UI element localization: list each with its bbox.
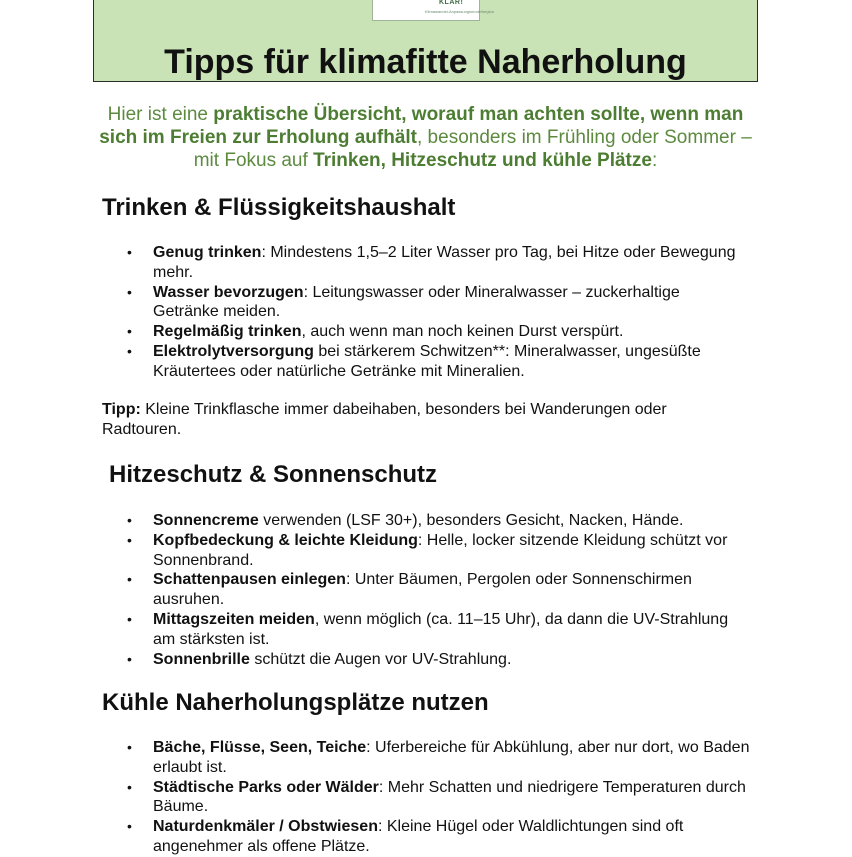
list-item: • Bäche, Flüsse, Seen, Teiche: Uferbereiche für Abkühlung, aber nur dort, wo Baden erlaubt ist. xyxy=(153,738,758,778)
logo xyxy=(372,0,494,21)
section-heading-trinken: Trinken & Flüssigkeitshaushalt xyxy=(102,194,456,221)
intro-text-1: Hier ist eine xyxy=(107,104,214,125)
page-title: Tipps für klimafitte Naherholung xyxy=(164,43,687,81)
logo-subtext: Klimawandel-Anpassungsmodellregion xyxy=(425,9,494,14)
intro-text-2: , besonders im Frühling oder Sommer – mit Fokus auf xyxy=(193,127,752,171)
list-item: • Genug trinken: Mindestens 1,5–2 Liter Wasser pro Tag, bei Hitze oder Bewegung mehr. xyxy=(153,243,743,283)
list-kuehl xyxy=(153,738,758,857)
list-item: • Städtische Parks oder Wälder: Mehr Schatten und niedrigere Temperaturen durch Bäume. xyxy=(153,778,758,818)
list-item: • Sonnencreme verwenden (LSF 30+), besonders Gesicht, Nacken, Hände. xyxy=(153,511,753,531)
list-item: • Sonnenbrille schützt die Augen vor UV-Strahlung. xyxy=(153,650,753,670)
intro-text-3: : xyxy=(651,150,658,171)
list-hitze xyxy=(153,511,753,669)
list-item: • Kopfbedeckung & leichte Kleidung: Helle, locker sitzende Kleidung schützt vor Sonnenbrand. xyxy=(153,531,753,571)
section-heading-kuehl: Kühle Naherholungsplätze nutzen xyxy=(102,689,489,716)
tip-text: Kleine Trinkflasche immer dabeihaben, besonders bei Wanderungen oder Radtouren. xyxy=(102,401,667,438)
list-item: • Naturdenkmäler / Obstwiesen: Kleine Hügel oder Waldlichtungen sind oft angenehmer als offene Plätze. xyxy=(153,817,758,857)
intro-paragraph xyxy=(98,103,753,172)
intro-bold-2: Trinken, Hitzeschutz und kühle Plätze xyxy=(313,150,652,171)
list-item: • Schattenpausen einlegen: Unter Bäumen, Pergolen oder Sonnenschirmen ausruhen. xyxy=(153,570,753,610)
list-item: • Mittagszeiten meiden, wenn möglich (ca. 11–15 Uhr), da dann die UV-Strahlung am stärksten ist. xyxy=(153,610,753,650)
list-trinken xyxy=(153,243,743,382)
intro-bold-1: praktische Übersicht, worauf man achten sollte, wenn man sich im Freien zur Erholung aufhält xyxy=(99,104,744,148)
list-item: • Elektrolytversorgung bei stärkerem Schwitzen**: Mineralwasser, ungesüßte Kräutertees oder natürliche Getränke mit Mineralien. xyxy=(153,342,743,382)
list-item: • Regelmäßig trinken, auch wenn man noch keinen Durst verspürt. xyxy=(153,322,743,342)
logo-text: KLAR! xyxy=(439,0,464,6)
section-heading-hitze: Hitzeschutz & Sonnenschutz xyxy=(109,461,438,488)
tip-paragraph xyxy=(102,400,742,440)
tip-label: Tipp: xyxy=(102,401,141,418)
list-item: • Wasser bevorzugen: Leitungswasser oder Mineralwasser – zuckerhaltige Getränke meiden. xyxy=(153,283,743,323)
